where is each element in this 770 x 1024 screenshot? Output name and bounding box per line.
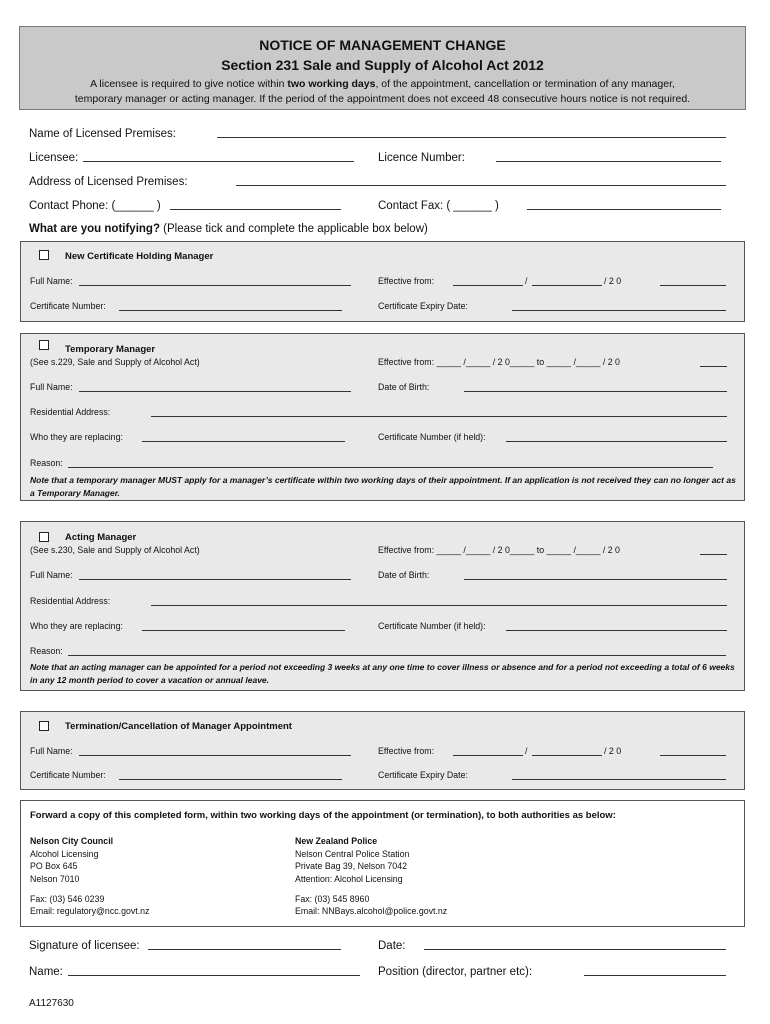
temporary-manager-effective-year-field[interactable] [700,366,727,367]
new-manager-section [20,241,745,322]
acting-manager-replacing-field[interactable] [142,630,345,631]
acting-manager-checkbox[interactable] [39,532,49,542]
termination-full-name-field[interactable] [79,755,351,756]
temporary-manager-checkbox[interactable] [39,340,49,350]
new-manager-effective-year-field[interactable] [660,285,726,286]
termination-section [20,711,745,790]
forward-section [20,800,745,927]
temporary-manager-note: Note that a temporary manager MUST apply for a manager’s certificate within two working days of their appointment. If an application is not received they can no longer act as a Temporary Manager. [30,475,736,498]
new-manager-effective-label: Effective from: [378,276,435,286]
temporary-manager-address-label: Residential Address: [30,407,111,417]
new-manager-full-name-field[interactable] [79,285,351,286]
acting-manager-replacing-label: Who they are replacing: [30,621,123,631]
date-field[interactable] [424,949,726,950]
position-field[interactable] [584,975,726,976]
temporary-manager-reason-label: Reason: [30,458,63,468]
licensee-field[interactable] [83,161,354,162]
temporary-manager-section [20,333,745,501]
council-name: Nelson City Council [30,836,114,846]
termination-effective-month[interactable] [532,755,602,756]
signature-field[interactable] [148,949,341,950]
signature-label: Signature of licensee: [29,940,140,952]
termination-cert-expiry-label: Certificate Expiry Date: [378,770,468,780]
position-label: Position (director, partner etc): [378,966,533,978]
acting-manager-ref: (See s.230, Sale and Supply of Alcohol Act) [30,545,200,555]
council-line-3: Nelson 7010 [30,874,80,884]
temporary-manager-title: Temporary Manager [65,344,156,355]
new-manager-effective-year: / 2 0 [604,276,622,286]
temporary-manager-replacing-label: Who they are replacing: [30,432,123,442]
acting-manager-cert-label: Certificate Number (if held): [378,621,486,631]
termination-effective-label: Effective from: [378,746,435,756]
acting-manager-address-label: Residential Address: [30,596,111,606]
termination-effective-year: / 2 0 [604,746,622,756]
form-header [19,26,746,110]
new-manager-cert-number-label: Certificate Number: [30,301,106,311]
police-name: New Zealand Police [295,836,378,846]
contact-fax-label: Contact Fax: ( ______ ) [378,200,499,212]
acting-manager-effective[interactable]: Effective from: _____ /_____ / 2 0_____ to _____ /_____ / 2 0 [378,545,620,555]
temporary-manager-full-name-label: Full Name: [30,382,73,392]
acting-manager-address-field[interactable] [151,605,727,606]
new-manager-cert-expiry-field[interactable] [512,310,726,311]
acting-manager-note: Note that an acting manager can be appointed for a period not exceeding 3 weeks at any one time to cover illness or absence and for a period not exceeding a total of 6 weeks in any 12 month period to cover a vacation or annual leave. [30,662,735,685]
acting-manager-section [20,521,745,691]
name-field[interactable] [68,975,360,976]
termination-title: Termination/Cancellation of Manager Appointment [65,721,292,732]
premises-label: Name of Licensed Premises: [29,128,177,140]
form-subtitle: Section 231 Sale and Supply of Alcohol Act 2012 [221,57,544,73]
council-fax: Fax: (03) 546 0239 [30,894,105,904]
new-manager-effective-day[interactable] [453,285,523,286]
intro-line-1: A licensee is required to give notice within two working days, of the appointment, cancellation or termination of any manager, [90,78,675,90]
termination-full-name-label: Full Name: [30,746,73,756]
termination-effective-day[interactable] [453,755,523,756]
temporary-manager-full-name-field[interactable] [79,391,351,392]
temporary-manager-cert-label: Certificate Number (if held): [378,432,486,442]
temporary-manager-cert-field[interactable] [506,441,727,442]
termination-cert-number-label: Certificate Number: [30,770,106,780]
police-line-2: Private Bag 39, Nelson 7042 [295,861,407,871]
acting-manager-reason-label: Reason: [30,646,63,656]
police-line-1: Nelson Central Police Station [295,849,410,859]
acting-manager-dob-field[interactable] [464,579,727,580]
new-manager-cert-number-field[interactable] [119,310,342,311]
date-label: Date: [378,940,406,952]
council-line-2: PO Box 645 [30,861,78,871]
termination-cert-number-field[interactable] [119,779,342,780]
police-email[interactable]: Email: NNBays.alcohol@police.govt.nz [295,906,448,916]
new-manager-full-name-label: Full Name: [30,276,73,286]
forward-heading: Forward a copy of this completed form, within two working days of the appointment (or termination), to both authorities as below: [30,810,616,821]
police-line-3: Attention: Alcohol Licensing [295,874,403,884]
acting-manager-full-name-field[interactable] [79,579,351,580]
temporary-manager-dob-field[interactable] [464,391,727,392]
new-manager-title: New Certificate Holding Manager [65,251,214,262]
council-line-1: Alcohol Licensing [30,849,99,859]
licence-number-label: Licence Number: [378,152,465,164]
termination-effective-year-field[interactable] [660,755,726,756]
acting-manager-effective-year-field[interactable] [700,554,727,555]
licensee-label: Licensee: [29,152,79,164]
acting-manager-full-name-label: Full Name: [30,570,73,580]
new-manager-checkbox[interactable] [39,250,49,260]
name-label: Name: [29,966,63,978]
acting-manager-title: Acting Manager [65,532,137,543]
new-manager-cert-expiry-label: Certificate Expiry Date: [378,301,468,311]
temporary-manager-ref: (See s.229, Sale and Supply of Alcohol Act) [30,357,200,367]
contact-phone-label: Contact Phone: (______ ) [29,200,161,212]
notify-question: What are you notifying? (Please tick and complete the applicable box below) [29,223,428,235]
police-fax: Fax: (03) 545 8960 [295,894,370,904]
new-manager-effective-month[interactable] [532,285,602,286]
temporary-manager-dob-label: Date of Birth: [378,382,430,392]
licence-number-field[interactable] [496,161,721,162]
new-manager-effective-slash: / [525,276,528,286]
temporary-manager-effective[interactable]: Effective from: _____ /_____ / 2 0_____ to _____ /_____ / 2 0 [378,357,620,367]
acting-manager-dob-label: Date of Birth: [378,570,430,580]
termination-effective-slash: / [525,746,528,756]
address-field[interactable] [236,185,726,186]
acting-manager-reason-field[interactable] [68,655,726,656]
premises-field[interactable] [217,137,726,138]
contact-fax-field[interactable] [527,209,721,210]
termination-cert-expiry-field[interactable] [512,779,726,780]
acting-manager-cert-field[interactable] [506,630,727,631]
temporary-manager-address-field[interactable] [151,416,727,417]
termination-checkbox[interactable] [39,721,49,731]
temporary-manager-reason-field[interactable] [68,467,713,468]
address-label: Address of Licensed Premises: [29,176,188,188]
temporary-manager-replacing-field[interactable] [142,441,345,442]
form-title: NOTICE OF MANAGEMENT CHANGE [259,37,506,53]
document-reference: A1127630 [29,998,74,1009]
intro-line-2: temporary manager or acting manager. If the period of the appointment does not exceed 48 consecutive hours notice is not required. [74,93,691,105]
contact-phone-field[interactable] [170,209,341,210]
council-email[interactable]: Email: regulatory@ncc.govt.nz [30,906,150,916]
